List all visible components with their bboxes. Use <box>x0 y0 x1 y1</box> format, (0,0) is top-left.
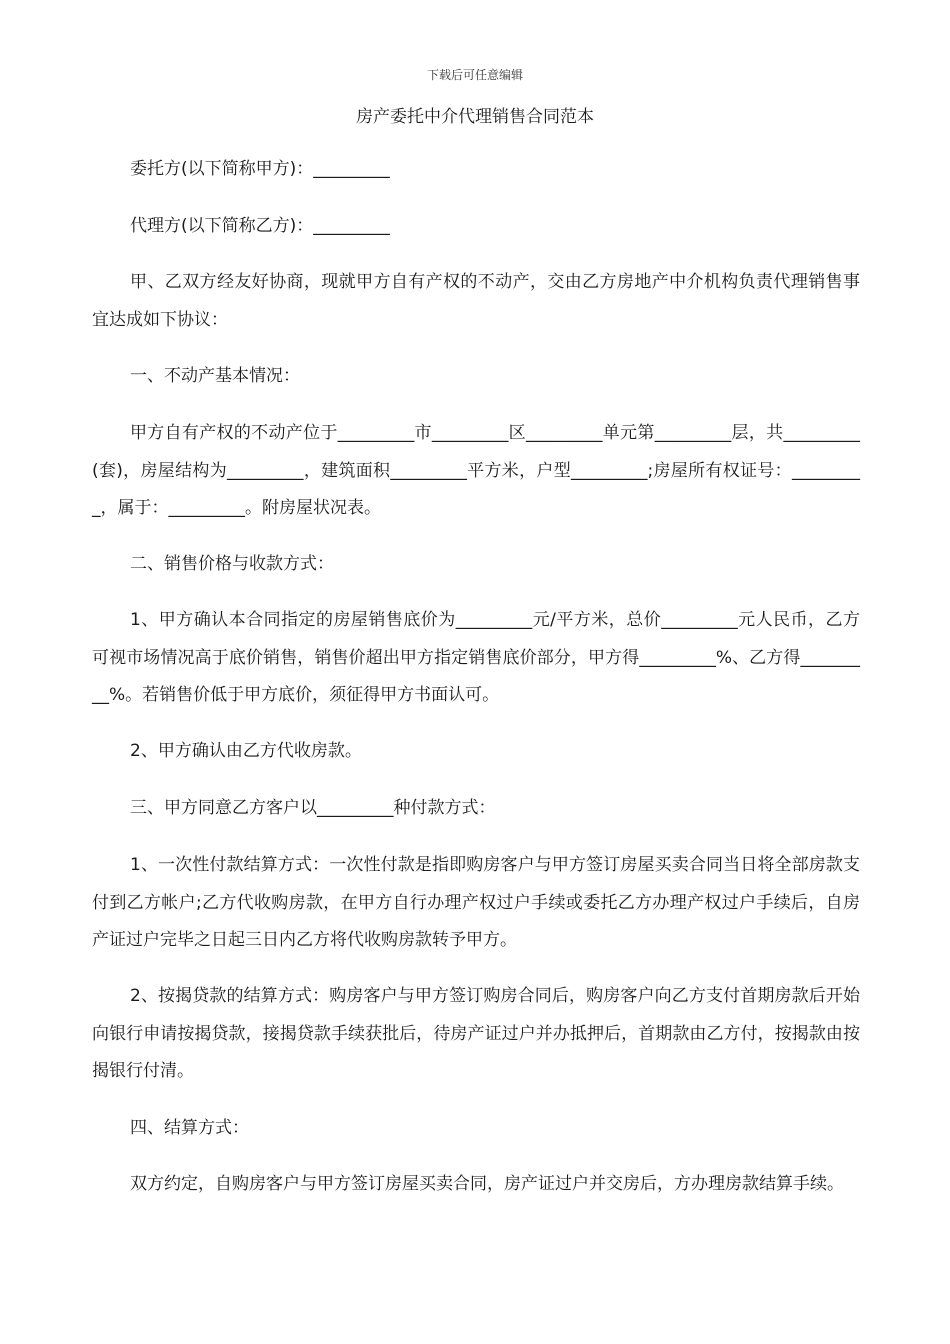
party-b-line: 代理方(以下简称乙方)：_________ <box>130 216 390 236</box>
document-title: 房产委托中介代理销售合同范本 <box>356 107 594 127</box>
property-info-paragraph: 甲方自有产权的不动产位于_________市_________区_________单元第_________层，共_________(套)，房屋结构为_________，建筑面积_________平方米，户型_________;房屋所有权证号：_________，属于：_________。附房屋状况表。 <box>92 423 860 518</box>
party-a-line: 委托方(以下简称甲方)：_________ <box>130 159 390 179</box>
section-heading-1: 一、不动产基本情况： <box>130 366 300 386</box>
price-paragraph: 1、甲方确认本合同指定的房屋销售底价为_________元/平方米，总价_________元人民币，乙方可视市场情况高于底价销售，销售价超出甲方指定销售底价部分，甲方得_________%、乙方得_________%。若销售价低于甲方底价，须征得甲方书面认可。 <box>92 610 860 705</box>
settlement-paragraph: 双方约定，自购房客户与甲方签订房屋买卖合同，房产证过户并交房后，方办理房款结算手续。 <box>130 1174 844 1194</box>
preamble-paragraph: 甲、乙双方经友好协商，现就甲方自有产权的不动产，交由乙方房地产中介机构负责代理销售事宜达成如下协议： <box>92 272 860 330</box>
header-note: 下载后可任意编辑 <box>426 68 523 82</box>
section-heading-3: 三、甲方同意乙方客户以_________种付款方式： <box>130 798 496 818</box>
mortgage-paragraph: 2、按揭贷款的结算方式：购房客户与甲方签订购房合同后，购房客户向乙方支付首期房款后开始向银行申请按揭贷款，接揭贷款手续获批后，待房产证过户并办抵押后，首期款由乙方付，按揭款由按揭银行付清。 <box>92 986 860 1081</box>
section-heading-4: 四、结算方式： <box>130 1118 249 1138</box>
section-heading-2: 二、销售价格与收款方式： <box>130 554 334 574</box>
collection-paragraph: 2、甲方确认由乙方代收房款。 <box>130 741 362 761</box>
lump-sum-paragraph: 1、一次性付款结算方式：一次性付款是指即购房客户与甲方签订房屋买卖合同当日将全部房款支付到乙方帐户;乙方代收购房款，在甲方自行办理产权过户手续或委托乙方办理产权过户手续后，自房产证过户完毕之日起三日内乙方将代收购房款转予甲方。 <box>92 855 860 950</box>
